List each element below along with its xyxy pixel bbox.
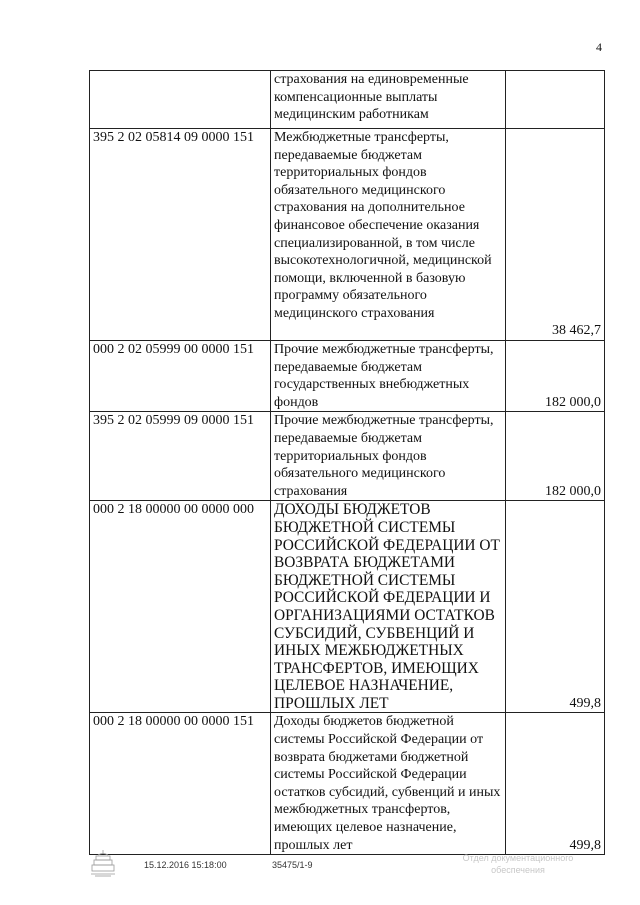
revenue-name: ДОХОДЫ БЮДЖЕТОВ БЮДЖЕТНОЙ СИСТЕМЫ РОССИЙСКОЙ ФЕДЕРАЦИИ ОТ ВОЗВРАТА БЮДЖЕТАМИ БЮДЖЕТНОЙ СИСТЕМЫ РОССИЙСКОЙ ФЕДЕРАЦИИ И ОРГАНИЗАЦИЯМИ ОСТАТКОВ СУБСИДИЙ, СУБВЕНЦИЙ И ИНЫХ МЕЖБЮДЖЕТНЫХ ТРАНСФЕРТОВ, ИМЕЮЩИХ ЦЕЛЕВОЕ НАЗНАЧЕНИЕ, ПРОШЛЫХ ЛЕТ [271, 501, 506, 713]
budget-code: 000 2 18 00000 00 0000 151 [90, 713, 271, 855]
table-row [90, 341, 605, 412]
amount: 499,8 [506, 713, 605, 855]
stamp-line-1: Отдел документационного [462, 853, 574, 863]
revenue-name: Межбюджетные трансферты, передаваемые бюджетам территориальных фондов обязательного медицинского страхования на дополнительное финансовое обеспечение оказания специализированной, в том числе высокотехнологичной, медицинской помощи, включенной в базовую программу обязательного медицинского страхования [271, 129, 506, 341]
revenue-name: Прочие межбюджетные трансферты, передаваемые бюджетам государственных внебюджетных фондов [271, 341, 506, 412]
budget-code: 000 2 02 05999 00 0000 151 [90, 341, 271, 412]
department-stamp [438, 852, 598, 876]
revenue-name: Доходы бюджетов бюджетной системы Российской Федерации от возврата бюджетами бюджетной системы Российской Федерации остатков субсидий, субвенций и иных межбюджетных трансфертов, имеющих целевое назначение, прошлых лет [271, 713, 506, 855]
budget-code: 395 2 02 05999 09 0000 151 [90, 412, 271, 501]
amount: 499,8 [506, 501, 605, 713]
footer-doc-number: 35475/1-9 [272, 860, 313, 870]
stamp-line-2: обеспечения [491, 865, 545, 875]
revenue-name: страхования на единовременные компенсационные выплаты медицинским работникам [271, 71, 506, 129]
amount [506, 71, 605, 129]
amount: 182 000,0 [506, 412, 605, 501]
revenue-name: Прочие межбюджетные трансферты, передаваемые бюджетам территориальных фондов обязательного медицинского страхования [271, 412, 506, 501]
revenue-table [89, 70, 605, 855]
page-number: 4 [596, 40, 602, 54]
footer-timestamp: 15.12.2016 15:18:00 [144, 860, 227, 870]
emblem-icon [90, 848, 116, 883]
table-row [90, 412, 605, 501]
budget-code [90, 71, 271, 129]
table-row [90, 129, 605, 341]
budget-code: 395 2 02 05814 09 0000 151 [90, 129, 271, 341]
amount: 182 000,0 [506, 341, 605, 412]
table-row [90, 713, 605, 855]
table-row [90, 71, 605, 129]
amount: 38 462,7 [506, 129, 605, 341]
budget-code: 000 2 18 00000 00 0000 000 [90, 501, 271, 713]
table-row [90, 501, 605, 713]
